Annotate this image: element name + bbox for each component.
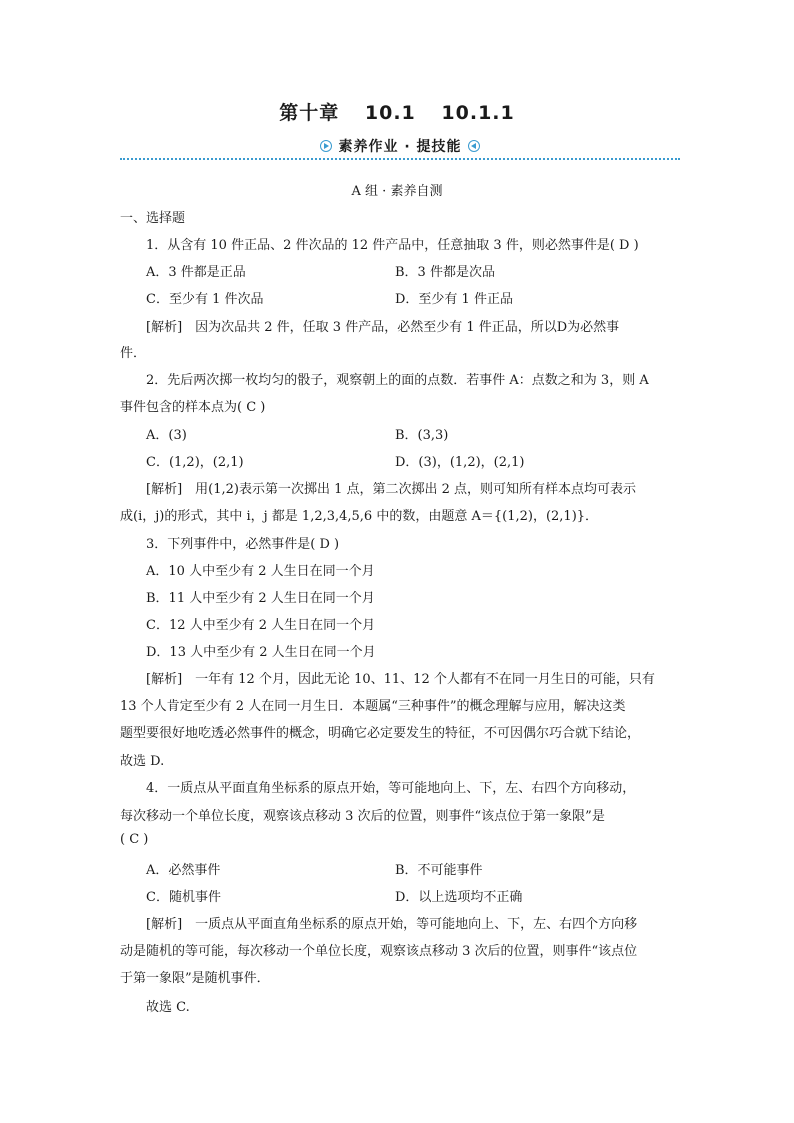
question-3-analysis-cont-1: 13 个人肯定至少有 2 人在同一月生日．本题属“三种事件”的概念理解与应用，解决这类 bbox=[120, 699, 626, 714]
question-1-analysis: [解析] 因为次品共 2 件，任取 3 件产品，必然至少有 1 件正品，所以D为必然事 bbox=[146, 320, 620, 335]
question-4-analysis: [解析] 一质点从平面直角坐标系的原点开始，等可能地向上、下，左、右四个方向移 bbox=[146, 917, 638, 932]
question-1-option-b: B．3 件都是次品 bbox=[395, 265, 495, 280]
question-2-stem-cont: 事件包含的样本点为( C ) bbox=[120, 400, 266, 415]
chapter-label: 第十章 bbox=[279, 102, 340, 124]
question-3-option-a: A．10 人中至少有 2 人生日在同一个月 bbox=[146, 564, 375, 579]
question-3-stem: 3．下列事件中，必然事件是( D ) bbox=[146, 537, 340, 552]
question-4-stem-cont-2: ( C ) bbox=[120, 832, 149, 847]
question-4-option-b: B．不可能事件 bbox=[395, 863, 483, 878]
question-4-stem-cont-1: 每次移动一个单位长度，观察该点移动 3 次后的位置，则事件“该点位于第一象限”是 bbox=[120, 809, 605, 824]
question-3-option-c: C．12 人中至少有 2 人生日在同一个月 bbox=[146, 618, 376, 633]
group-title: A 组 · 素养自测 bbox=[351, 184, 443, 199]
question-1-analysis-cont: 件． bbox=[120, 346, 147, 361]
dotted-divider bbox=[120, 158, 680, 160]
arrow-left-icon bbox=[468, 140, 480, 152]
subsection-label: 10.1.1 bbox=[441, 102, 515, 124]
question-2-option-a: A．(3) bbox=[146, 428, 187, 443]
question-2-analysis-cont: 成(i，j)的形式，其中 i，j 都是 1,2,3,4,5,6 中的数，由题意 A＝{(1,2)，(2,1)}． bbox=[120, 509, 599, 524]
arrow-right-icon bbox=[320, 140, 332, 152]
part-title: 一、选择题 bbox=[120, 211, 186, 226]
page-title bbox=[0, 98, 794, 125]
question-3-option-b: B．11 人中至少有 2 人生日在同一个月 bbox=[146, 591, 375, 606]
section-banner bbox=[120, 136, 680, 160]
question-3-analysis: [解析] 一年有 12 个月，因此无论 10、11、12 个人都有不在同一月生日的可能，只有 bbox=[146, 672, 655, 687]
question-4-analysis-cont-1: 动是随机的等可能，每次移动一个单位长度，观察该点移动 3 次后的位置，则事件“该点位 bbox=[120, 944, 638, 959]
banner-text: 素养作业 · 提技能 bbox=[338, 139, 462, 155]
question-2-analysis: [解析] 用(1,2)表示第一次掷出 1 点，第二次掷出 2 点，则可知所有样本点均可表示 bbox=[146, 482, 637, 497]
question-3-analysis-cont-2: 题型要很好地吃透必然事件的概念，明确它必定要发生的特征，不可因偶尔巧合就下结论， bbox=[120, 726, 641, 741]
question-4-option-d: D．以上选项均不正确 bbox=[395, 890, 523, 905]
question-3-analysis-cont-3: 故选 D. bbox=[120, 754, 165, 769]
question-1-option-a: A．3 件都是正品 bbox=[146, 265, 246, 280]
section-label: 10.1 bbox=[364, 102, 416, 124]
question-4-option-c: C．随机事件 bbox=[146, 890, 221, 905]
question-4-option-a: A．必然事件 bbox=[146, 863, 221, 878]
question-1-stem: 1．从含有 10 件正品、2 件次品的 12 件产品中，任意抽取 3 件，则必然事件是( D ) bbox=[146, 238, 639, 253]
question-1-option-c: C．至少有 1 件次品 bbox=[146, 292, 264, 307]
question-4-stem: 4．一质点从平面直角坐标系的原点开始，等可能地向上、下，左、右四个方向移动， bbox=[146, 781, 636, 796]
question-4-conclusion: 故选 C. bbox=[146, 1000, 190, 1015]
question-2-option-b: B．(3,3) bbox=[395, 428, 449, 443]
question-2-option-d: D．(3)，(1,2)，(2,1) bbox=[395, 455, 525, 470]
question-2-stem: 2．先后两次掷一枚均匀的骰子，观察朝上的面的点数．若事件 A：点数之和为 3，则 A bbox=[146, 373, 649, 388]
question-1-option-d: D．至少有 1 件正品 bbox=[395, 292, 513, 307]
question-3-option-d: D．13 人中至少有 2 人生日在同一个月 bbox=[146, 645, 376, 660]
question-4-analysis-cont-2: 于第一象限”是随机事件． bbox=[120, 971, 270, 986]
question-2-option-c: C．(1,2)，(2,1) bbox=[146, 455, 244, 470]
